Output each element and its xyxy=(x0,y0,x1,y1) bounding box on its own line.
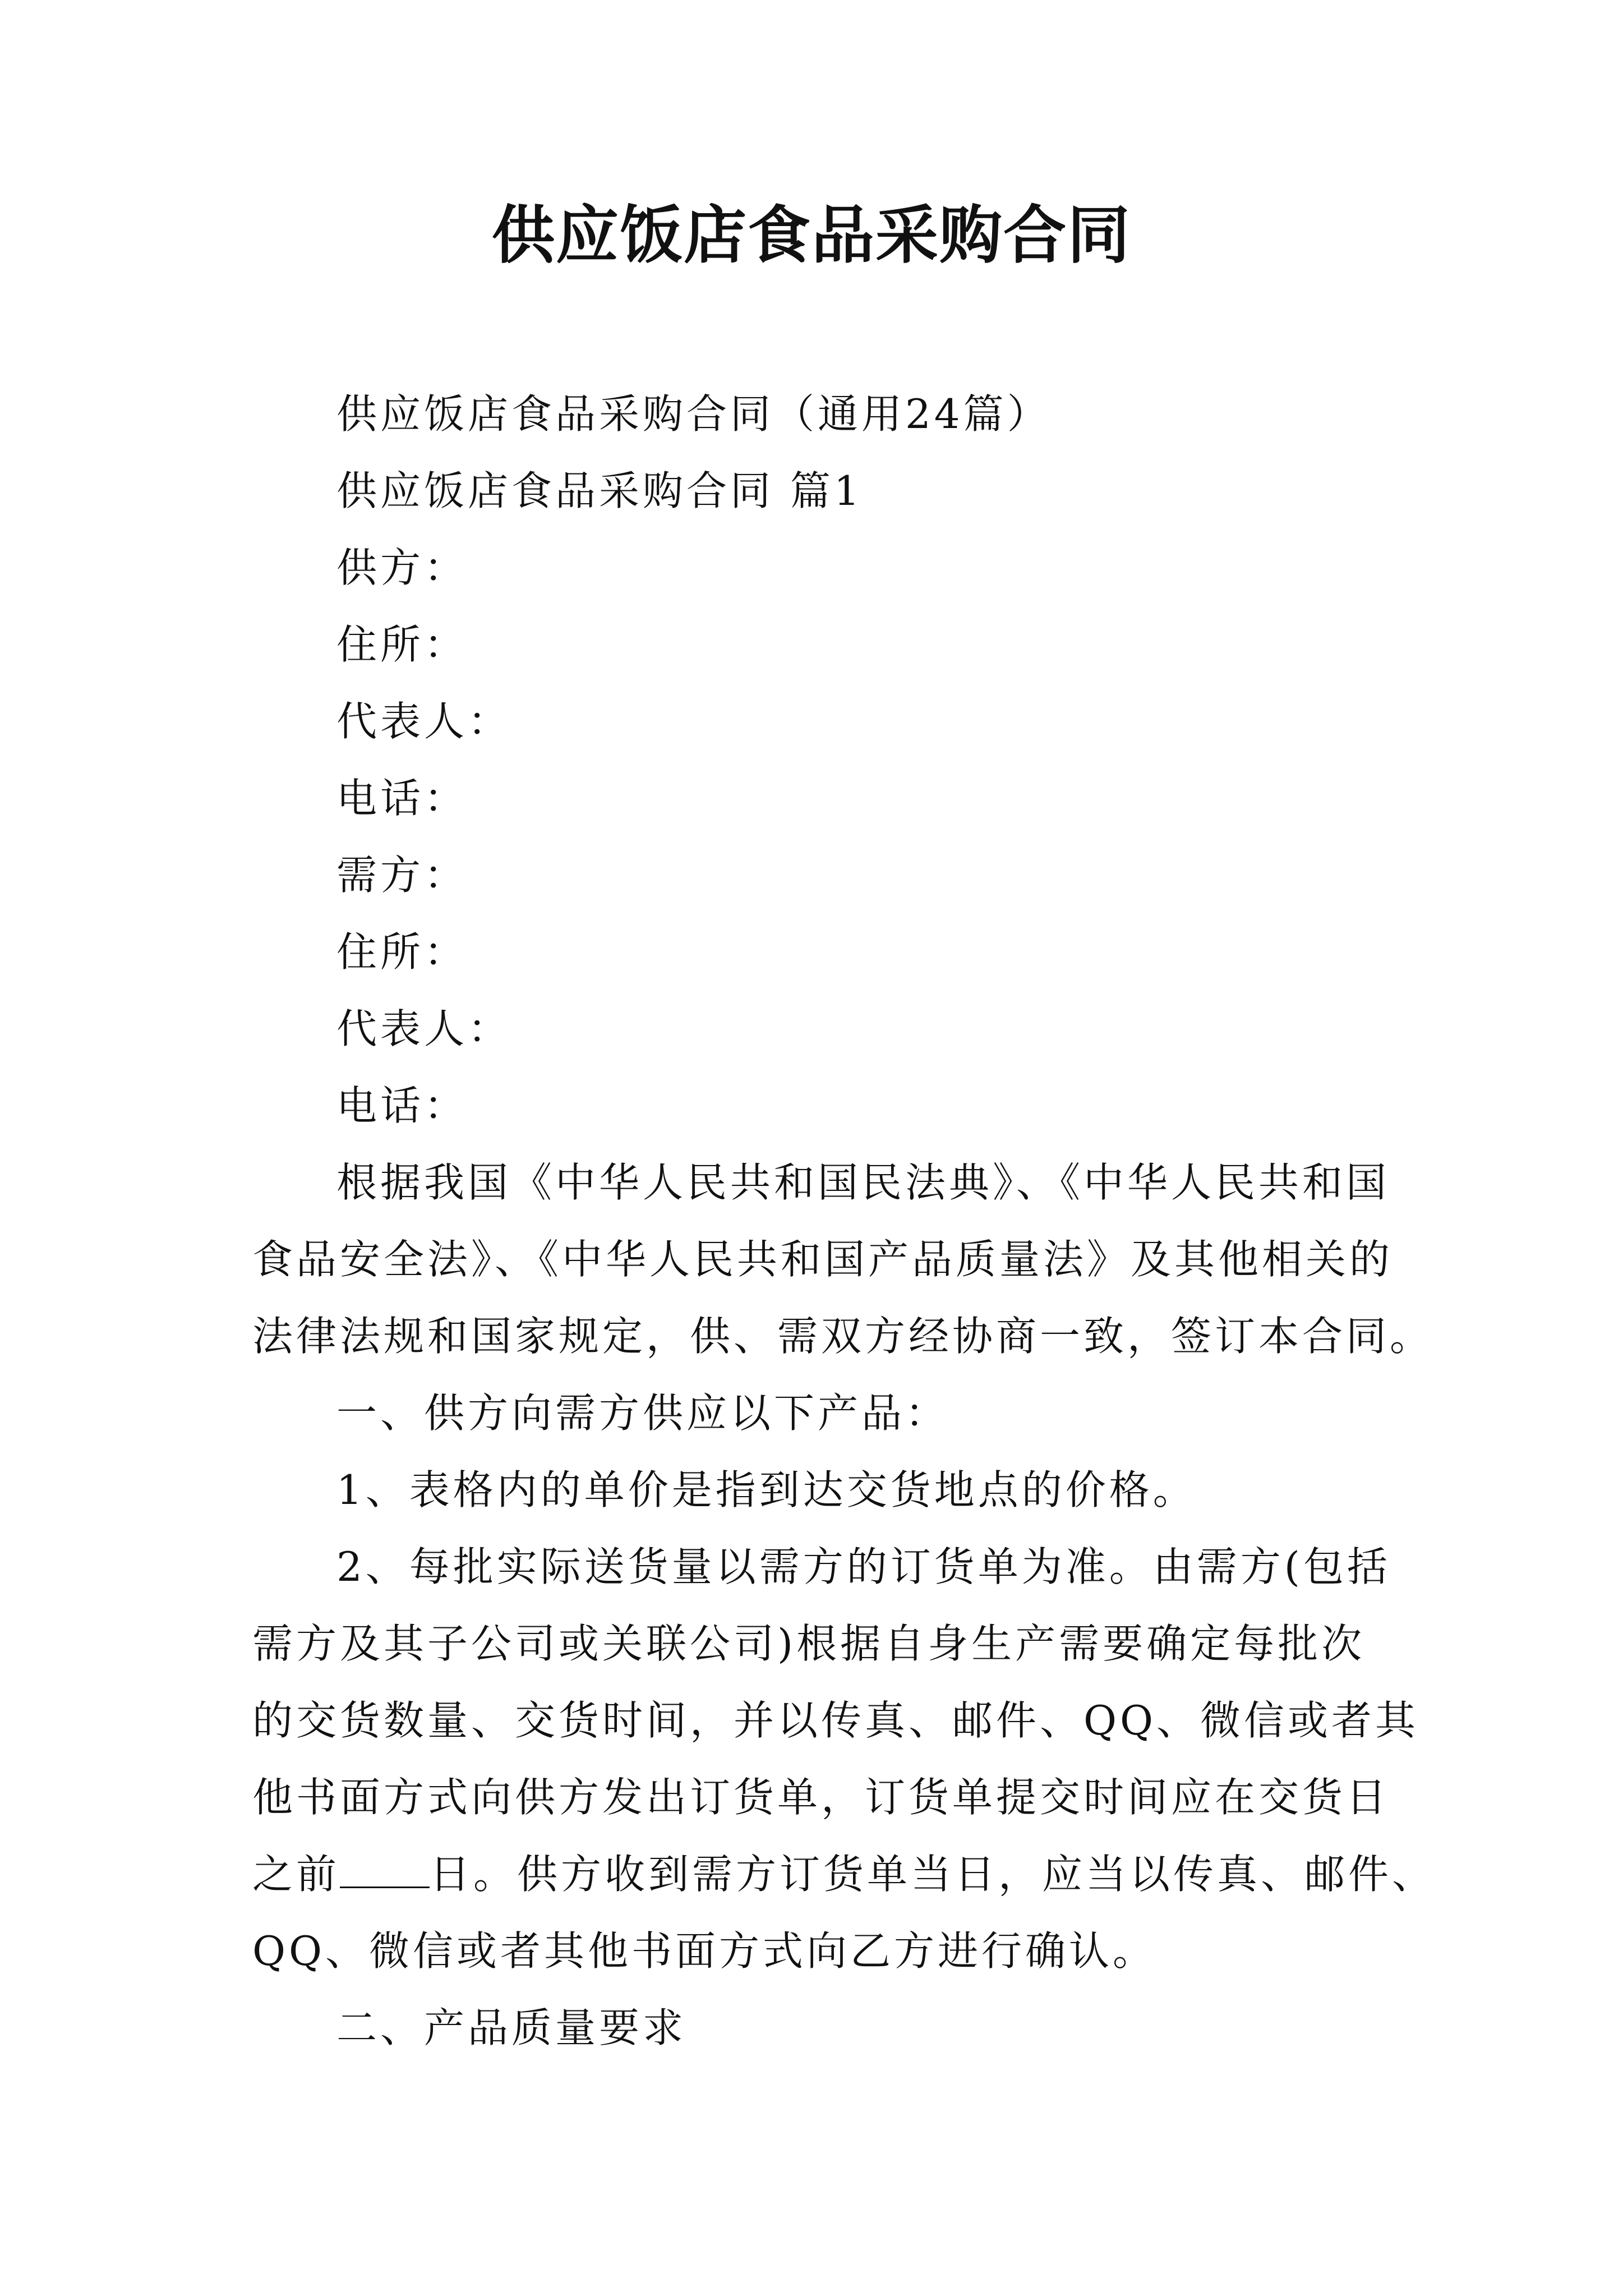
blank-line-prefix: 之前 xyxy=(252,1851,340,1898)
buyer-representative-label: 代表人： xyxy=(336,1005,512,1052)
clause-2-line: 需方及其子公司或关联公司)根据自身生产需要确定每批次 xyxy=(252,1620,1366,1667)
buyer-party-label: 需方： xyxy=(336,852,468,899)
document-body xyxy=(252,376,1436,2067)
buyer-phone-label: 电话： xyxy=(336,1082,468,1129)
clause-2-last-line: QQ、微信或者其他书面方式向乙方进行确认。 xyxy=(252,1927,1157,1975)
supplier-phone-label: 电话： xyxy=(336,775,468,822)
clause-2-line: 2、每批实际送货量以需方的订货单为准。由需方(包括 xyxy=(336,1543,1391,1590)
part-heading: 供应饭店食品采购合同 篇1 xyxy=(336,467,863,514)
clause-2-line: 他书面方式向供方发出订货单，订货单提交时间应在交货日 xyxy=(252,1774,1390,1821)
preamble-line: 食品安全法》、《中华人民共和国产品质量法》及其他相关的 xyxy=(252,1236,1394,1283)
preamble-line: 法律法规和国家规定，供、需双方经协商一致，签订本合同。 xyxy=(252,1313,1434,1360)
blank-line-suffix: 日。供方收到需方订货单当日，应当以传真、邮件、 xyxy=(430,1851,1436,1898)
section-2-heading: 二、产品质量要求 xyxy=(336,2004,687,2051)
clause-1: 1、表格内的单价是指到达交货地点的价格。 xyxy=(336,1466,1197,1513)
document-title: 供应饭店食品采购合同 xyxy=(492,199,1131,272)
supplier-address-label: 住所： xyxy=(336,621,468,668)
supplier-party-label: 供方： xyxy=(336,544,468,591)
preamble-line: 根据我国《中华人民共和国民法典》、《中华人民共和国 xyxy=(336,1159,1390,1206)
buyer-address-label: 住所： xyxy=(336,928,468,976)
supplier-representative-label: 代表人： xyxy=(336,698,512,745)
fill-in-blank xyxy=(340,1852,430,1888)
section-1-heading: 一、供方向需方供应以下产品： xyxy=(336,1389,949,1437)
clause-2-line: 的交货数量、交货时间，并以传真、邮件、QQ、微信或者其 xyxy=(252,1697,1419,1744)
document-subtitle: 供应饭店食品采购合同（通用24篇） xyxy=(336,390,1051,438)
clause-2-blank-line xyxy=(252,1836,1436,1913)
